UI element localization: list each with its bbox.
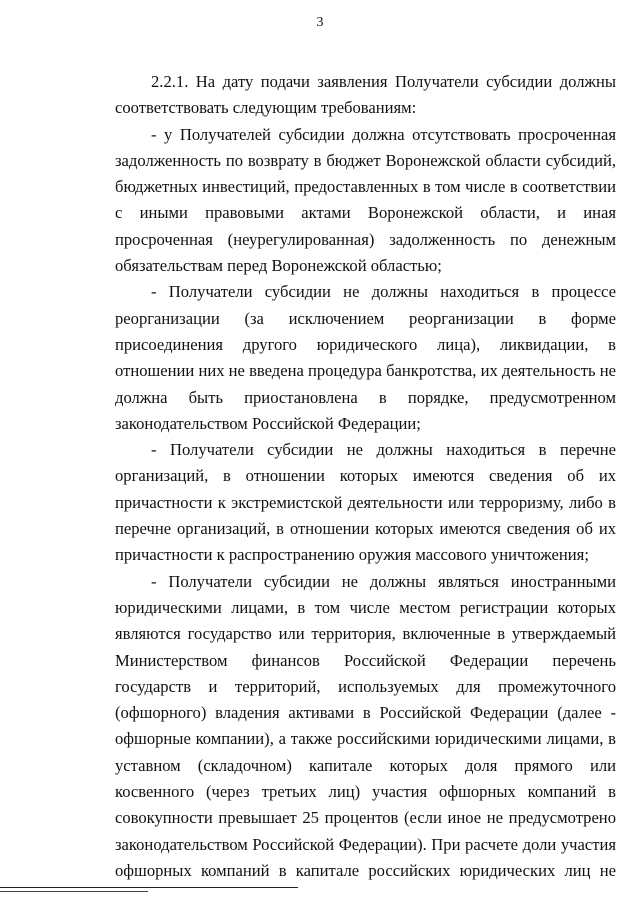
- footer-rule: [0, 887, 298, 888]
- paragraph-no-extremism-list: - Получатели субсидии не должны находиться в перечне организаций, в отношении которых имеются сведения об их причастности к экстремистской деятельности или терроризму, либо в перечне организаций, в отношении которых имеются сведения об их причастности к распространению оружия массового уничтожения;: [115, 440, 616, 565]
- paragraph-requirements-intro: 2.2.1. На дату подачи заявления Получатели субсидии должны соответствовать следующим требованиям:: [115, 72, 616, 118]
- paragraph-no-overdue-debt: - у Получателей субсидии должна отсутствовать просроченная задолженность по возврату в бюджет Воронежской области субсидий, бюджетных инвестиций, предоставленных в том числе в соответствии с иными правовыми актами Воронежской области, и иная просроченная (неурегулированная) задолженность по денежным обязательствам перед Воронежской областью;: [115, 124, 616, 276]
- footer-rule-secondary: [0, 891, 148, 892]
- paragraph-no-reorganization: - Получатели субсидии не должны находиться в процессе реорганизации (за исключением реорганизации в форме присоединения другого юридического лица), ликвидации, в отношении них не введена процедура банкротства, их деятельность не должна быть приостановлена в порядке, предусмотренном законодательством Российской Федерации;: [115, 282, 616, 433]
- page-number: 3: [316, 15, 324, 30]
- paragraph-no-offshore: - Получатели субсидии не должны являться иностранными юридическими лицами, в том числе местом регистрации которых являются государство или территория, включенные в утверждаемый Министерством финансов Российской Федерации перечень государств и территорий, используемых для промежуточного (офшорного) владения активами в Российской Федерации (далее - офшорные компании), а также российскими юридическими лицами, в уставном (складочном) капитале которых доля прямого или косвенного (через третьих лиц) участия офшорных компаний в совокупности превышает 25 процентов (если иное не предусмотрено законодательством Российской Федерации). При расчете доли участия офшорных компаний в капитале российских юридических лиц не: [115, 571, 616, 880]
- document-body: [115, 69, 616, 884]
